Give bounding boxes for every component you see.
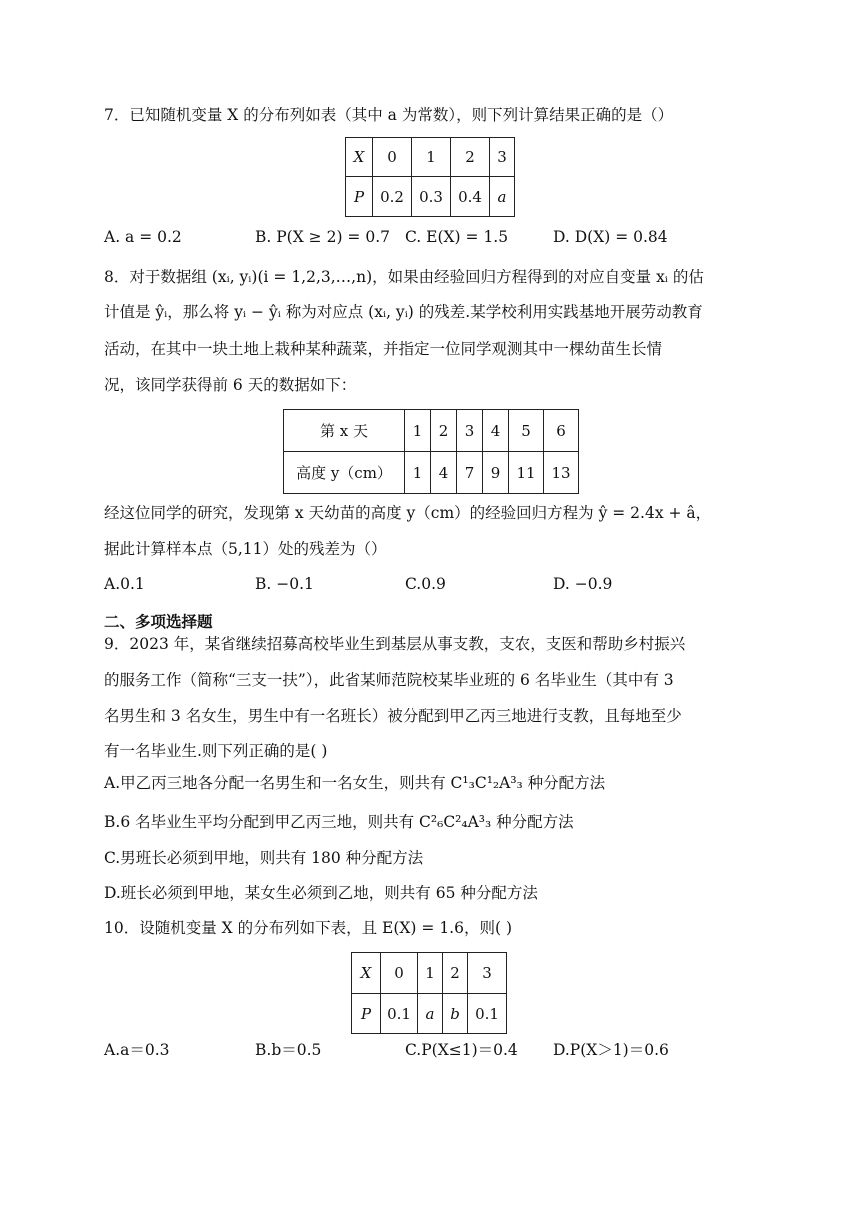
q9-line-4: 有一名毕业生.则下列正确的是( )	[104, 742, 328, 760]
q7-option-c: C. E(X) = 1.5	[405, 228, 509, 246]
table-cell: 1	[405, 452, 431, 494]
q10-option-b: B.b＝0.5	[255, 1041, 322, 1059]
q8-line-1: 8．对于数据组 (xᵢ, yᵢ)(i = 1,2,3,…,n)，如果由经验回归方程得到的对应自变量 xᵢ 的估	[104, 268, 704, 286]
table-cell: a	[490, 177, 515, 217]
table-cell: 0.2	[373, 177, 412, 217]
section-heading: 二、多项选择题	[104, 613, 213, 631]
q9-option-b: B.6 名毕业生平均分配到甲乙丙三地，则共有 C²₆C²₄A³₃ 种分配方法	[104, 813, 574, 831]
table-cell: 2	[451, 138, 490, 177]
table-cell: b	[443, 994, 468, 1034]
table-cell: 第 x 天	[284, 410, 405, 452]
q10-distribution-table	[351, 952, 507, 1034]
table-cell: 13	[544, 452, 579, 494]
table-cell: 7	[457, 452, 483, 494]
q10-option-a: A.a＝0.3	[104, 1041, 170, 1059]
q7-option-d: D. D(X) = 0.84	[553, 228, 668, 246]
table-cell: 6	[544, 410, 579, 452]
q9-line-3: 名男生和 3 名女生，男生中有一名班长）被分配到甲乙丙三地进行支教，且每地至少	[104, 707, 682, 725]
q9-line-1: 9．2023 年，某省继续招募高校毕业生到基层从事支教，支农，支医和帮助乡村振兴	[104, 635, 686, 653]
q8-option-c: C.0.9	[405, 575, 446, 593]
q9-option-a: A.甲乙丙三地各分配一名男生和一名女生，则共有 C¹₃C¹₂A³₃ 种分配方法	[104, 774, 606, 792]
q7-option-a: A. a = 0.2	[104, 228, 182, 246]
table-cell: 0.1	[468, 994, 507, 1034]
table-cell: 1	[418, 953, 443, 994]
q7-distribution-table	[345, 137, 515, 217]
table-cell: 2	[431, 410, 457, 452]
q8-line-4: 况，该同学获得前 6 天的数据如下：	[104, 376, 357, 394]
q9-option-c: C.男班长必须到甲地，则共有 180 种分配方法	[104, 849, 424, 867]
q10-option-c: C.P(X≤1)＝0.4	[405, 1041, 518, 1059]
q9-line-2: 的服务工作（简称“三支一扶”），此省某师范院校某毕业班的 6 名毕业生（其中有 3	[104, 671, 674, 689]
table-cell: 0.4	[451, 177, 490, 217]
q8-data-table	[283, 409, 579, 494]
q8-option-a: A.0.1	[104, 575, 145, 593]
q8-after-1: 经这位同学的研究，发现第 x 天幼苗的高度 y（cm）的经验回归方程为 ŷ = 2.4x + â，	[104, 504, 712, 522]
q9-option-d: D.班长必须到甲地，某女生必须到乙地，则共有 65 种分配方法	[104, 884, 538, 902]
table-cell: 5	[509, 410, 544, 452]
table-cell: 1	[405, 410, 431, 452]
q8-option-b: B. −0.1	[255, 575, 314, 593]
table-cell: 1	[412, 138, 451, 177]
table-cell: 0	[373, 138, 412, 177]
table-cell: P	[346, 177, 373, 217]
table-cell: 0.3	[412, 177, 451, 217]
q8-after-2: 据此计算样本点（5,11）处的残差为（）	[104, 540, 387, 558]
q8-line-3: 活动，在其中一块土地上栽种某种蔬菜，并指定一位同学观测其中一棵幼苗生长情	[104, 340, 663, 358]
table-cell: 3	[468, 953, 507, 994]
table-cell: X	[352, 953, 381, 994]
q8-line-2: 计值是 ŷᵢ，那么将 yᵢ − ŷᵢ 称为对应点 (xᵢ, yᵢ) 的残差.某学校利用实践基地开展劳动教育	[104, 303, 703, 321]
table-cell: 3	[457, 410, 483, 452]
q7-stem: 7．已知随机变量 X 的分布列如表（其中 a 为常数），则下列计算结果正确的是（）	[104, 106, 674, 124]
q7-option-b: B. P(X ≥ 2) = 0.7	[255, 228, 390, 246]
table-cell: 9	[483, 452, 509, 494]
table-cell: 11	[509, 452, 544, 494]
q10-stem: 10．设随机变量 X 的分布列如下表，且 E(X) = 1.6，则( )	[104, 919, 512, 937]
table-cell: 高度 y（cm）	[284, 452, 405, 494]
table-cell: P	[352, 994, 381, 1034]
table-cell: 3	[490, 138, 515, 177]
table-cell: 0	[381, 953, 418, 994]
q8-option-d: D. −0.9	[553, 575, 613, 593]
table-cell: 0.1	[381, 994, 418, 1034]
table-cell: 4	[483, 410, 509, 452]
table-cell: X	[346, 138, 373, 177]
table-cell: 2	[443, 953, 468, 994]
table-cell: 4	[431, 452, 457, 494]
table-cell: a	[418, 994, 443, 1034]
q10-option-d: D.P(X＞1)＝0.6	[553, 1041, 669, 1059]
